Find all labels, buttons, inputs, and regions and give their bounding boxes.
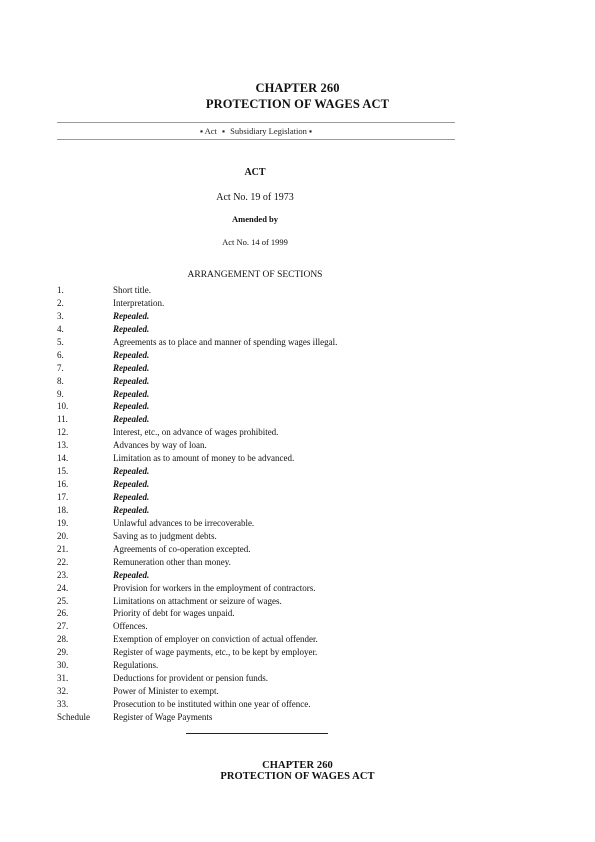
section-number: 7. [57,362,64,373]
section-item[interactable] [57,595,477,608]
section-item[interactable] [57,362,477,375]
section-item[interactable] [57,530,477,543]
amending-act: Act No. 14 of 1999 [222,237,288,247]
section-number: 18. [57,504,69,515]
section-item[interactable] [57,375,477,388]
section-item[interactable] [57,400,477,413]
section-item[interactable] [57,569,477,582]
section-item[interactable] [57,685,477,698]
section-title: Repealed. [113,323,150,334]
section-title: Advances by way of loan. [113,440,207,451]
section-number: 3. [57,310,64,321]
section-number: 25. [57,595,69,606]
act-number: Act No. 19 of 1973 [216,192,294,203]
section-title: Regulations. [113,660,159,671]
section-number: 10. [57,401,69,412]
section-title: Exemption of employer on conviction of actual offender. [113,634,318,645]
section-title: Repealed. [113,375,150,386]
section-item[interactable] [57,646,477,659]
section-title: Repealed. [113,362,150,373]
section-number: 2. [57,297,64,308]
section-title: Repealed. [113,414,150,425]
chapter-heading-repeat: CHAPTER 260 [262,760,333,771]
section-title: Repealed. [113,349,150,360]
section-number: 33. [57,699,69,709]
chapter-heading: CHAPTER 260 [255,81,340,95]
section-item[interactable] [57,698,477,711]
section-item[interactable] [57,349,477,362]
section-title: Repealed. [113,466,150,477]
section-title: Unlawful advances to be irrecoverable. [113,517,255,528]
section-number: 24. [57,582,69,593]
act-title: PROTECTION OF WAGES ACT [205,97,390,111]
section-title: Register of wage payments, etc., to be kept by employer. [113,647,318,658]
section-item[interactable] [57,310,477,323]
section-title: Repealed. [113,479,150,490]
section-item[interactable] [57,465,477,478]
section-title: Repealed. [113,569,150,580]
arrangement-heading: ARRANGEMENT OF SECTIONS [187,270,323,280]
section-number: 29. [57,647,69,658]
section-title: Repealed. [113,310,150,321]
bottom-rule [57,139,455,140]
act-title-repeat: PROTECTION OF WAGES ACT [220,771,375,782]
bullet-icon: ▪ [222,126,226,136]
section-title: Priority of debt for wages unpaid. [113,608,235,619]
section-title: Repealed. [113,504,150,515]
section-item[interactable] [57,633,477,646]
section-item[interactable] [57,413,477,426]
section-title: Saving as to judgment debts. [113,530,217,541]
section-title: Interpretation. [113,297,165,308]
section-item[interactable] [57,504,477,517]
section-item[interactable] [57,336,477,349]
section-number: 31. [57,673,69,684]
section-item[interactable] [57,388,477,401]
top-rule [57,122,455,123]
bullet-icon: ▪ [309,126,313,136]
section-item[interactable] [57,517,477,530]
document-nav [57,126,455,136]
bullet-icon: ▪ [199,126,203,136]
section-number: 9. [57,388,64,399]
section-number: 14. [57,453,69,464]
section-number: 16. [57,479,69,490]
section-number: 30. [57,660,69,671]
sections-list [57,284,477,724]
section-title: Interest, etc., on advance of wages prohibited. [113,427,279,438]
section-item[interactable] [57,297,477,310]
section-title: Limitations on attachment or seizure of wages. [113,595,282,606]
section-number: 12. [57,427,69,438]
section-number: 17. [57,492,69,502]
section-item[interactable] [57,582,477,595]
section-title: Limitation as to amount of money to be advanced. [113,453,295,464]
section-number: Schedule [57,711,90,722]
section-number: 19. [57,517,69,528]
subsidiary-legislation-link[interactable]: Subsidiary Legislation [230,126,307,136]
section-item[interactable] [57,491,477,504]
section-number: 27. [57,621,69,632]
section-title: Deductions for provident or pension funds. [113,673,268,684]
section-item[interactable] [57,711,477,724]
section-number: 20. [57,530,69,541]
section-number: 11. [57,414,68,425]
section-title: Provision for workers in the employment of contractors. [113,582,316,593]
section-number: 5. [57,336,64,347]
section-item[interactable] [57,426,477,439]
section-title: Register of Wage Payments [113,711,213,722]
section-title: Prosecution to be instituted within one year of offence. [113,699,311,709]
section-item[interactable] [57,556,477,569]
amended-by-label: Amended by [231,214,279,224]
section-item[interactable] [57,284,477,297]
act-heading: ACT [244,167,266,178]
section-item[interactable] [57,323,477,336]
section-title: Repealed. [113,401,150,412]
section-title: Remuneration other than money. [113,556,231,567]
section-number: 28. [57,634,69,645]
section-number: 26. [57,608,69,619]
section-title: Offences. [113,621,148,632]
section-number: 1. [57,285,64,295]
section-number: 4. [57,323,64,334]
act-link[interactable]: Act [204,126,217,136]
section-item[interactable] [57,607,477,620]
section-item[interactable] [57,620,477,633]
section-title: Power of Minister to exempt. [113,686,219,697]
divider [186,733,328,734]
section-number: 32. [57,686,69,697]
section-number: 23. [57,569,69,580]
section-item[interactable] [57,439,477,452]
section-number: 21. [57,543,69,554]
section-item[interactable] [57,478,477,491]
section-number: 15. [57,466,69,477]
section-item[interactable] [57,452,477,465]
section-item[interactable] [57,659,477,672]
section-title: Agreements as to place and manner of spending wages illegal. [113,336,338,347]
section-number: 13. [57,440,69,451]
section-item[interactable] [57,672,477,685]
section-title: Short title. [113,285,151,295]
section-title: Agreements of co-operation excepted. [113,543,251,554]
section-item[interactable] [57,543,477,556]
section-number: 8. [57,375,64,386]
section-title: Repealed. [113,492,150,502]
section-title: Repealed. [113,388,150,399]
section-number: 6. [57,349,64,360]
section-number: 22. [57,556,69,567]
